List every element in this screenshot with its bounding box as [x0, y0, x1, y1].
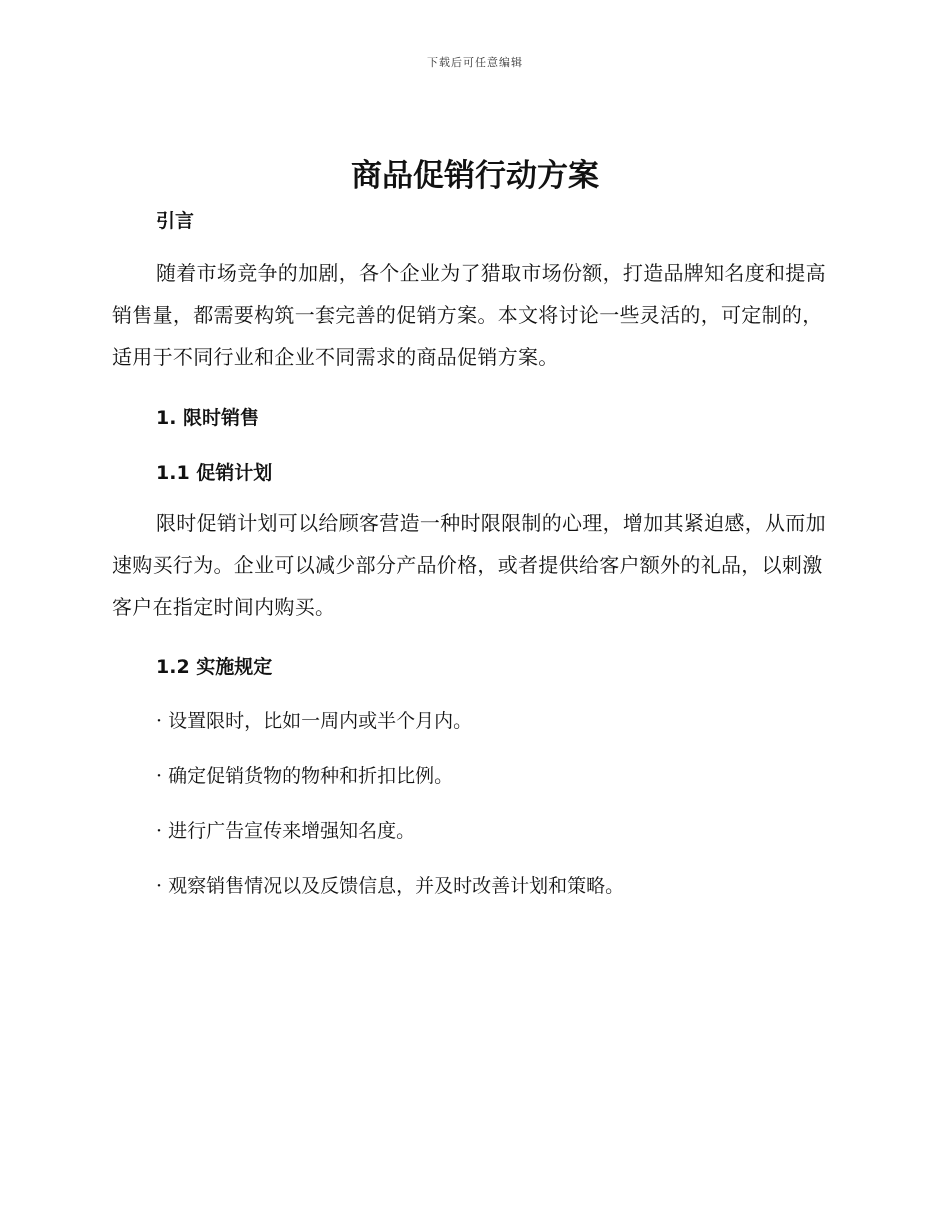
bullet-item: · 观察销售情况以及反馈信息，并及时改善计划和策略。 [156, 875, 625, 897]
bullet-item: · 进行广告宣传来增强知名度。 [156, 820, 416, 842]
bullet-item: · 设置限时，比如一周内或半个月内。 [156, 710, 473, 732]
section-1-1-heading: 1.1 促销计划 [156, 462, 273, 484]
section-1-1-paragraph: 限时促销计划可以给顾客营造一种时限限制的心理，增加其紧迫感，从而加速购买行为。企业可以减少部分产品价格，或者提供给客户额外的礼品，以刺激客户在指定时间内购买。 [112, 511, 826, 619]
page-header-note: 下载后可任意编辑 [427, 56, 523, 69]
section-1-2-heading: 1.2 实施规定 [156, 656, 273, 678]
intro-paragraph: 随着市场竞争的加剧，各个企业为了猎取市场份额，打造品牌知名度和提高销售量，都需要构筑一套完善的促销方案。本文将讨论一些灵活的，可定制的，适用于不同行业和企业不同需求的商品促销方案。 [112, 261, 826, 369]
intro-heading: 引言 [156, 210, 195, 232]
section-1-heading: 1. 限时销售 [156, 407, 260, 429]
document-title: 商品促销行动方案 [351, 158, 599, 194]
bullet-item: · 确定促销货物的物种和折扣比例。 [156, 765, 454, 787]
